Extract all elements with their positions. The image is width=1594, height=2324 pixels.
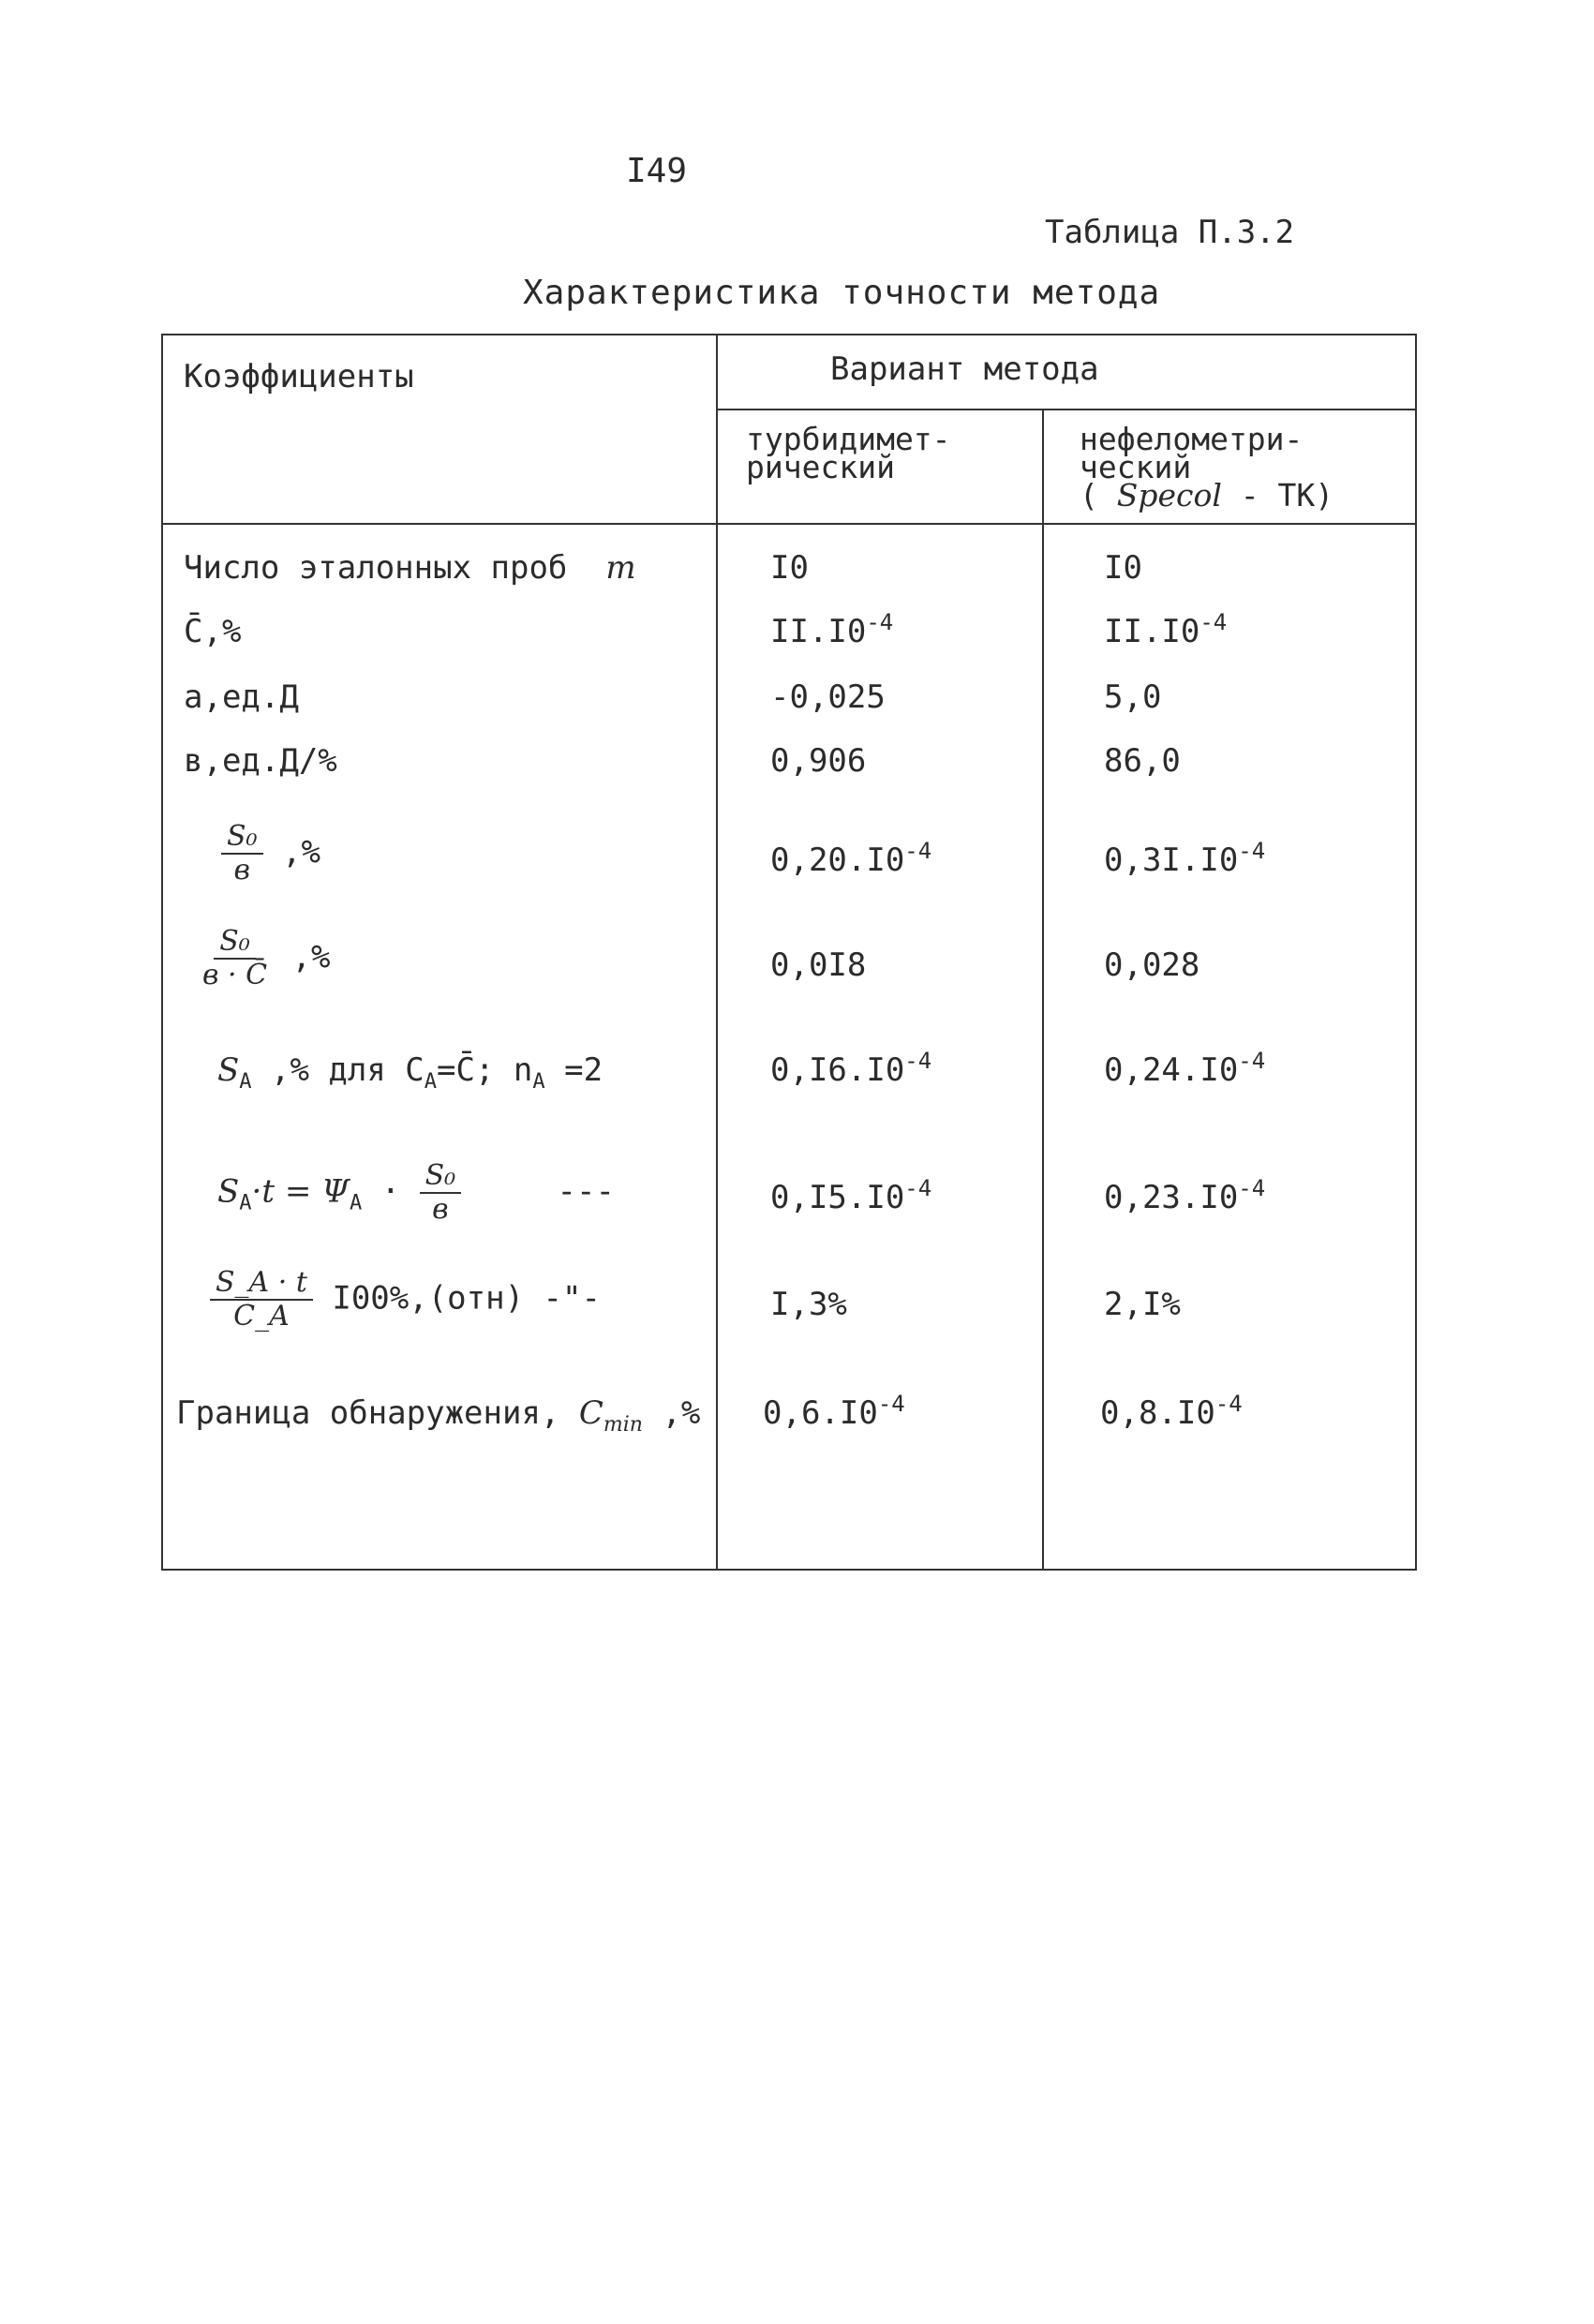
- cell-value: 86,0: [1104, 742, 1181, 780]
- table-label: Таблица П.3.2: [1045, 214, 1295, 251]
- cell-value: $0,3I.I0^{-4}$: [1104, 838, 1266, 879]
- cell-value: $0,23.I0^{-4}$: [1104, 1175, 1266, 1216]
- cell-value: $0,I6.I0^{-4}$: [770, 1048, 932, 1089]
- header-coefficients: Коэффициенты: [184, 358, 414, 395]
- row-label-sample-count: Число эталонных проб m: [184, 549, 636, 587]
- row-label-mean-c: C̄,%: [184, 613, 242, 650]
- precision-table: [161, 334, 1417, 1571]
- header-bottom-line: [163, 523, 1417, 525]
- cell-value: 2,I%: [1104, 1286, 1181, 1323]
- cell-value: 0,028: [1104, 946, 1200, 984]
- cell-value: $II.I0^{-4}$: [770, 609, 894, 650]
- cell-value: I,3%: [770, 1286, 847, 1323]
- cell-value: I0: [1104, 549, 1142, 587]
- row-label-sa: $S_A$ ,% для $C_A=C̄$; $n_A =2$: [217, 1051, 603, 1094]
- cell-value: $0,20.I0^{-4}$: [770, 838, 932, 879]
- row-label-detection-limit: Граница обнаружения, $C_{min}$ ,%: [176, 1394, 701, 1437]
- cell-value: 0,0I8: [770, 946, 867, 984]
- cell-value: $0,24.I0^{-4}$: [1104, 1048, 1266, 1089]
- cell-value: 5,0: [1104, 678, 1162, 716]
- row-label-b: в,ед.Д/%: [184, 742, 337, 780]
- row-label-relative: $\frac{S\_A \cdot t}{C\_A}$ I00%,(отн) -"-: [210, 1267, 601, 1333]
- cell-value: $0,6.I0^{-4}$: [763, 1391, 905, 1432]
- table-title: Характеристика точности метода: [523, 274, 1161, 312]
- column-divider: [1042, 409, 1044, 1571]
- header-turbidimetric: турбидимет- рический: [746, 421, 951, 485]
- row-label-a: a,ед.Д: [184, 678, 299, 716]
- cell-value: $0,8.I0^{-4}$: [1100, 1391, 1243, 1432]
- cell-value: -0,025: [770, 678, 886, 716]
- row-label-s0-over-b: $\frac{\text{S₀}}{в}$ ,%: [221, 821, 320, 886]
- header-divider: [716, 409, 1417, 410]
- cell-value: I0: [770, 549, 809, 587]
- column-divider: [716, 335, 718, 1571]
- cell-value: $0,I5.I0^{-4}$: [770, 1175, 932, 1216]
- row-label-sa-t-formula: $S_A\cdot t = \Psi_A$ · $\frac{\text{S₀}}{в}$ ---: [217, 1159, 615, 1226]
- page-number: I49: [626, 152, 688, 190]
- header-method-variant: Вариант метода: [830, 350, 1099, 388]
- header-nephelometric: нефелометри- ческий ( Specol - ТК): [1080, 421, 1334, 514]
- cell-value: $II.I0^{-4}$: [1104, 609, 1228, 650]
- row-label-s0-over-bc: $\frac{\text{S₀}}{в \cdot C̄}$ ,%: [202, 925, 331, 991]
- cell-value: 0,906: [770, 742, 867, 780]
